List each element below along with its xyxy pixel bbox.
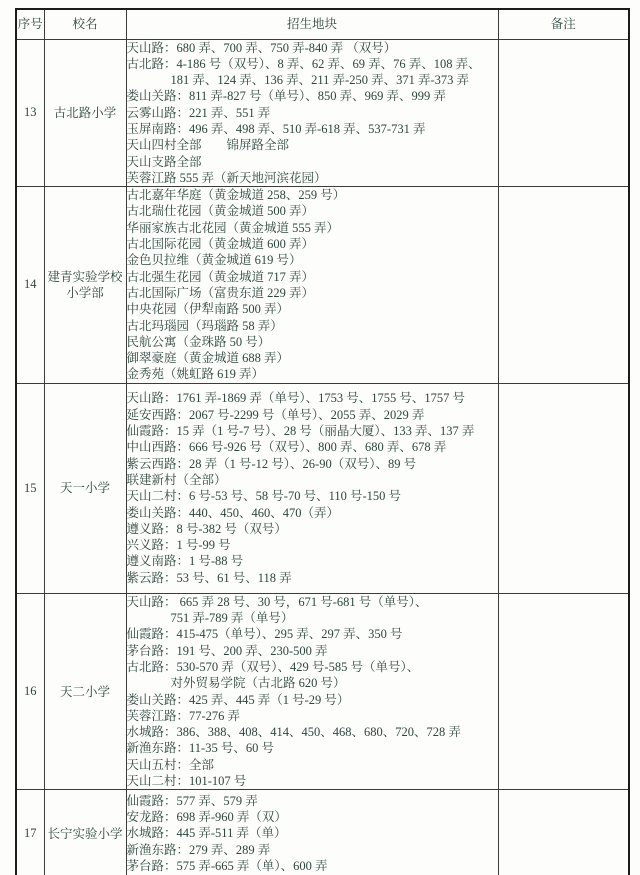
header-serial-number: 序号	[16, 9, 44, 39]
district-line: 中央花园（伊犁南路 500 弄）	[126, 302, 290, 317]
table-row	[16, 790, 629, 875]
district-line: 娄山关路：425 弄、445 弄（1 号-29 号）	[126, 692, 350, 707]
district-line: 天山二村：6 号-53 号、58 号-70 号、110 号-150 号	[126, 489, 402, 504]
remark-cell	[498, 383, 629, 593]
header-school-name: 校名	[44, 9, 126, 39]
district-line: 古北国际广场（富贵东道 229 弄）	[126, 285, 315, 300]
district-line: 水城路：445 弄-511 弄（单）	[126, 826, 287, 841]
district-lines-cell	[126, 593, 498, 790]
header-district: 招生地块	[126, 9, 498, 39]
district-line: 古北玛瑙园（玛瑙路 58 弄）	[126, 318, 283, 333]
district-line: 仙霞路：415-475（单号）、295 弄、297 弄、350 号	[126, 627, 403, 642]
district-line: 娄山关路：440、450、460、470（弄）	[126, 505, 340, 520]
district-line: 751 弄-789 弄（单号）	[170, 611, 294, 626]
district-lines-cell	[126, 39, 498, 187]
school-name-cell: 建青实验学校小学部	[44, 187, 126, 384]
table-body	[16, 39, 629, 875]
row-serial-number: 14	[16, 187, 44, 384]
district-line: 天山路：1761 弄-1869 弄（单号）、1753 号、1755 号、1757 号	[126, 391, 466, 406]
district-line: 民航公寓（金珠路 50 号）	[126, 334, 271, 349]
header-remark: 备注	[498, 9, 629, 39]
school-name-cell: 长宁实验小学	[44, 790, 126, 875]
remark-cell	[498, 593, 629, 790]
district-line: 古北瑞仕花园（黄金城道 500 弄）	[126, 204, 315, 219]
school-name-cell: 古北路小学	[44, 39, 126, 187]
table-row	[16, 187, 629, 384]
district-line: 天山支路全部	[126, 154, 202, 169]
district-lines-cell	[126, 790, 498, 875]
district-line: 延安西路：2067 号-2299 号（单号）、2055 弄、2029 弄	[126, 407, 425, 422]
district-line: 玉屏南路：496 弄、498 弄、510 弄-618 弄、537-731 弄	[126, 121, 426, 136]
district-line: 新渔东路：279 弄、289 弄	[126, 842, 271, 857]
district-line: 仙霞路：577 弄、579 弄	[126, 793, 258, 808]
district-line: 天山二村：101-107 号	[126, 774, 247, 788]
district-line: 云雾山路：221 弄、551 弄	[126, 105, 271, 120]
district-line: 兴义路：1 号-99 号	[126, 538, 231, 553]
district-line: 御翠豪庭（黄金城道 688 弄）	[126, 351, 290, 366]
remark-cell	[498, 39, 629, 187]
district-line: 古北强生花园（黄金城道 717 弄）	[126, 269, 315, 284]
district-line: 芙蓉江路 555 弄（新天地河滨花园）	[126, 170, 327, 185]
district-line: 娄山关路：811 弄-827 号（单号）、850 弄、969 弄、999 弄	[126, 89, 446, 104]
district-line: 天山路： 665 弄 28 号、30 号，671 号-681 号（单号）、	[126, 594, 428, 609]
table-row	[16, 383, 629, 593]
row-serial-number: 13	[16, 39, 44, 187]
district-line: 天山五村：全部	[126, 757, 215, 772]
district-line: 对外贸易学院（古北路 620 号）	[170, 676, 346, 691]
district-lines-cell	[126, 383, 498, 593]
district-line: 金色贝拉维（黄金城道 619 号）	[126, 253, 302, 268]
remark-cell	[498, 790, 629, 875]
district-line: 安龙路：698 弄-960 弄（双）	[126, 810, 287, 825]
district-lines-cell	[126, 187, 498, 384]
school-name-cell: 天一小学	[44, 383, 126, 593]
district-line: 古北路：530-570 弄（双号）、429 号-585 号（单号）、	[126, 659, 420, 674]
row-serial-number: 16	[16, 593, 44, 790]
district-line: 华丽家族古北花园（黄金城道 555 弄）	[126, 220, 340, 235]
enrollment-district-table	[15, 8, 630, 875]
row-serial-number: 17	[16, 790, 44, 875]
district-line: 芙蓉江路：77-276 弄	[126, 708, 241, 723]
district-line: 新渔东路：11-35 号、60 号	[126, 741, 274, 756]
district-line: 水城路：386、388、408、414、450、468、680、720、728 弄	[126, 725, 461, 740]
district-line: 联建新村（全部）	[126, 472, 227, 487]
district-line: 中山西路：666 号-926 号（双号）、800 弄、680 弄、678 弄	[126, 440, 447, 455]
table-header	[16, 9, 629, 39]
district-line: 天山路：680 弄、700 弄、750 弄-840 弄 （双号）	[126, 40, 397, 55]
district-line: 古北嘉年华庭（黄金城道 258、259 号）	[126, 188, 346, 203]
table-row	[16, 593, 629, 790]
district-line: 遵义南路：1 号-88 号	[126, 554, 244, 569]
district-line: 仙霞路：15 弄（1 号-7 号）、28 号（丽晶大厦）、133 弄、137 弄	[126, 424, 475, 439]
row-serial-number: 15	[16, 383, 44, 593]
district-line: 181 弄、124 弄、136 弄、211 弄-250 弄、371 弄-373 弄	[170, 73, 469, 88]
table-row	[16, 39, 629, 187]
district-line: 茅台路：191 号、200 弄、230-500 弄	[126, 643, 328, 658]
district-line: 天山四村全部 锦屏路全部	[126, 138, 290, 153]
district-line: 古北国际花园（黄金城道 600 弄）	[126, 237, 315, 252]
district-line: 紫云西路：28 弄（1 号-12 号）、26-90（双号）、89 号	[126, 456, 417, 471]
district-line: 古北路：4-186 号（双号）、8 弄、62 弄、69 弄、76 弄、108 弄、	[126, 56, 481, 71]
district-line: 紫云路：53 号、61 号、118 弄	[126, 570, 292, 585]
school-name-cell: 天二小学	[44, 593, 126, 790]
district-line: 茅台路：575 弄-665 弄（单）、600 弄	[126, 858, 328, 873]
district-line: 金秀苑（姚虹路 619 弄）	[126, 367, 265, 382]
district-line: 遵义路：8 号-382 号（双号）	[126, 521, 287, 536]
header-row	[16, 9, 629, 39]
remark-cell	[498, 187, 629, 384]
